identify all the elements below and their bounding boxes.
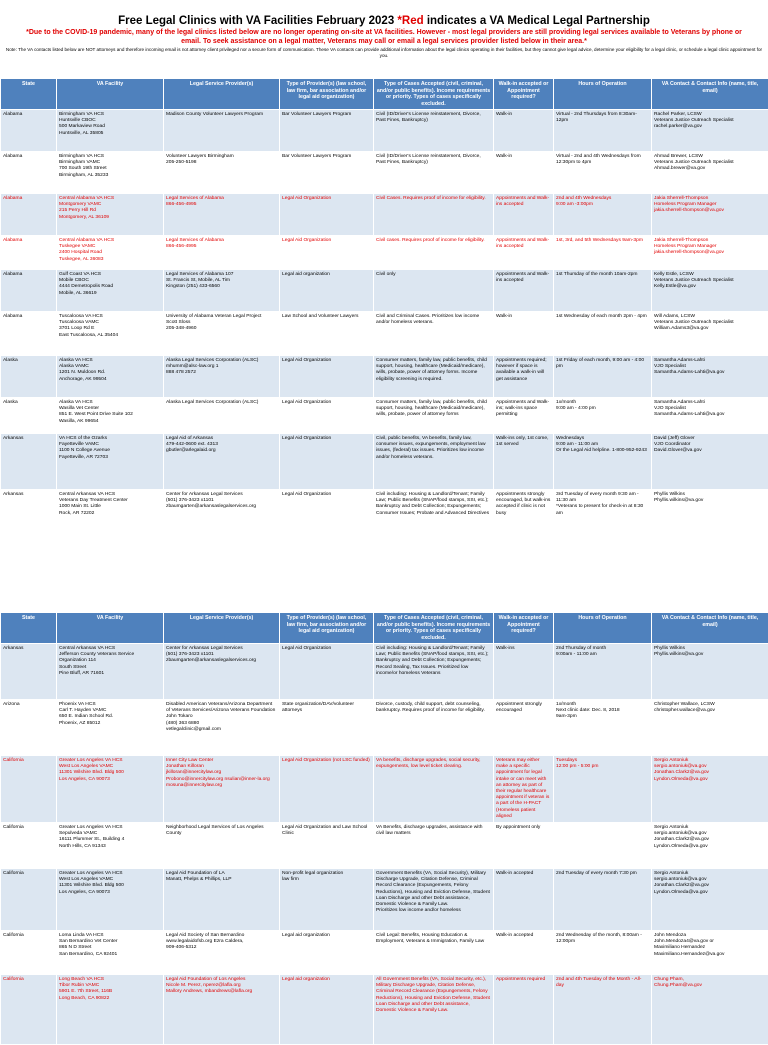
- cell-case-types: Civil Legal: Benefits, Housing Education & Employment, Veterans & Immigration, Family Law: [374, 931, 494, 975]
- cell-state: Alabama: [1, 194, 57, 236]
- cell-state: Alaska: [1, 356, 57, 398]
- cell-legal-provider: Neighborhood Legal Services of Los Angeles County: [164, 823, 280, 869]
- cell-va-facility: Phoenix VA HCS Carl T. Hayden VAMC 650 E. Indian School Rd. Phoenix, AZ 85012: [57, 700, 164, 756]
- title-rest: indicates a VA Medical Legal Partnership: [424, 15, 650, 27]
- cell-state: Arizona: [1, 700, 57, 756]
- cell-va-facility: Long Beach VA HCS Tibor Rubin VAMC 5901 E. 7th Street, 116B Long Beach, CA 90822: [57, 975, 164, 1045]
- cell-case-types: Civil including: Housing & Landlord/Tenant; Family Law; Public Benefits (SNAP/food stamps, SSI, etc.); Bankruptcy and Debt Collection; Expungements; Consumer Issues; Probate and Advanced Directives: [374, 490, 494, 534]
- column-header-case-types: Type of Cases Accepted (civil, criminal, and/or public benefits). Income requirements or priority. Types of cases specifically excluded.: [374, 613, 494, 644]
- column-header-walk-in: Walk-in accepted or Appointment required?: [494, 79, 554, 110]
- table-body: [1, 644, 768, 1045]
- cell-legal-provider: Madison County Volunteer Lawyers Program: [164, 110, 280, 152]
- cell-legal-provider: Legal Services of Alabama 107 St. Francis St, Mobile, AL Tim Kingston (251) 433-6560: [164, 270, 280, 312]
- cell-state: Alabama: [1, 110, 57, 152]
- cell-provider-type: Legal aid organization: [280, 270, 374, 312]
- cell-legal-provider: Center for Arkansas Legal Services (501) 376-3423 x1101 zbaumgarten@arkansaslegalservices.org: [164, 490, 280, 534]
- cell-legal-provider: Center for Arkansas Legal Services (501) 376-3423 x1101 zbaumgarten@arkansaslegalservices.org: [164, 644, 280, 700]
- cell-hours: Tuesdays 12:00 pm - 5:00 pm: [554, 756, 652, 823]
- cell-va-facility: Greater Los Angeles VA HCS West Los Angeles VAMC 11301 Wilshire Blvd. Bldg 500 Los Angeles, CA 90073: [57, 756, 164, 823]
- cell-provider-type: Legal Aid Organization and Law School Clinic: [280, 823, 374, 869]
- cell-provider-type: Legal aid organization: [280, 931, 374, 975]
- cell-walk-in: Appointments strongly encouraged, but walk-ins accepted if clinic is not busy: [494, 490, 554, 534]
- cell-case-types: Civil cases. Requires proof of income for eligibility.: [374, 236, 494, 270]
- cell-state: Alaska: [1, 398, 57, 434]
- cell-case-types: VA benefits, discharge upgrades, social security, expungements, low level ticket clearing.: [374, 756, 494, 823]
- cell-provider-type: Law School and Volunteer Lawyers: [280, 312, 374, 356]
- cell-hours: Virtual - 2nd and 4th Wednesdays from 12:30pm to 4pm: [554, 152, 652, 194]
- cell-va-contact: Jakia Sherrell-Thompson Homeless Program Manager jakia.sherrell-thompson@va.gov: [652, 236, 768, 270]
- cell-walk-in: Appointments and Walk-ins accepted: [494, 236, 554, 270]
- clinics-table-1: [0, 78, 768, 534]
- cell-hours: 3rd Tuesday of every month 9:30 am - 11:30 am *Veterans to present for check-in at 8:30 am: [554, 490, 652, 534]
- column-header-legal-provider: Legal Service Provider(s): [164, 613, 280, 644]
- column-header-va-facility: VA Facility: [57, 79, 164, 110]
- cell-walk-in: Appointments and Walk-ins; walk-ins space permitting: [494, 398, 554, 434]
- cell-state: Arkansas: [1, 434, 57, 490]
- cell-state: Alabama: [1, 152, 57, 194]
- column-header-va-facility: VA Facility: [57, 613, 164, 644]
- cell-hours: 2nd and 4th Tuesday of the Month - All-day: [554, 975, 652, 1045]
- cell-va-contact: Rachel Parker, LCSW Veterans Justice Outreach Specialist rachel.parker@va.gov: [652, 110, 768, 152]
- covid-notice: *Due to the COVID-19 pandemic, many of the legal clinics listed below are no longer operating on-site at VA facilities. However - most legal providers are still providing legal services available to Veterans by phone or email. To seek assistance on a legal matter, Veterans may call or email a legal services provider listed below in their area.*: [20, 29, 748, 46]
- cell-provider-type: Bar Volunteer Lawyers Program: [280, 152, 374, 194]
- cell-provider-type: State organization/DAV/volunteer attorneys: [280, 700, 374, 756]
- cell-hours: Wednesdays 9:00 am - 11:00 am Or the Legal Aid helpline. 1-800-952-9243: [554, 434, 652, 490]
- cell-va-contact: Samantha Adams-Lahti VJO Specialist Samantha.Adams-Lahti@va.gov: [652, 356, 768, 398]
- cell-hours: 1x/month 9:00 am - 4:00 pm: [554, 398, 652, 434]
- cell-walk-in: Walk-in: [494, 152, 554, 194]
- cell-va-contact: Phyllis Wilkins Phyllis.wilkins@va.gov: [652, 644, 768, 700]
- title-red-marker: *Red: [397, 15, 423, 27]
- cell-walk-in: Appointments and Walk-ins accepted: [494, 194, 554, 236]
- cell-va-facility: Central Arkansas VA HCS Veterans Day Treatment Center 1000 Main St. Little Rock, AR 72202: [57, 490, 164, 534]
- cell-walk-in: By appointment only: [494, 823, 554, 869]
- cell-state: California: [1, 869, 57, 931]
- page-2: [0, 610, 768, 1024]
- table-row: [1, 312, 768, 356]
- cell-case-types: Civil (ID/Driver's License reinstatement, Divorce, Past Fines, Bankruptcy): [374, 110, 494, 152]
- table-row: [1, 700, 768, 756]
- cell-va-contact: Kelly Estle, LCSW Veterans Justice Outreach Specialist Kelly.Estle@va.gov: [652, 270, 768, 312]
- cell-walk-in: Walk-in: [494, 312, 554, 356]
- cell-state: Arkansas: [1, 490, 57, 534]
- column-header-state: State: [1, 79, 57, 110]
- cell-legal-provider: Alaska Legal Services Corporation (ALSC) mhumm@alsc-law.org 1 888 478 2572: [164, 356, 280, 398]
- cell-state: California: [1, 931, 57, 975]
- column-header-hours: Hours of Operation: [554, 613, 652, 644]
- cell-va-contact: John Mendoza John.Mendoza4@va.gov or Maximiliano Hernandez Maximiliano.Hernandez@va.gov: [652, 931, 768, 975]
- cell-va-facility: Birmingham VA HCS Huntsville CBOC 500 Markaview Road Huntsville, AL 35805: [57, 110, 164, 152]
- cell-legal-provider: Legal Aid Foundation of Los Angeles Nicole M. Perez, nperez@lafla.org Mallory Andrews, mbandrews@lafla.org: [164, 975, 280, 1045]
- cell-legal-provider: Volunteer Lawyers Birmingham 205-250-5198: [164, 152, 280, 194]
- cell-va-facility: Central Arkansas VA HCS Jefferson County Veterans Service Organization 114 South Street Pine Bluff, AR 71601: [57, 644, 164, 700]
- cell-hours: 1st Friday of each month, 9:00 am - 4:00 pm: [554, 356, 652, 398]
- column-header-provider-type: Type of Provider(s) (law school, law firm, bar association and/or legal aid organization): [280, 613, 374, 644]
- cell-legal-provider: Disabled American Veterans/Arizona Department of Veterans Services/Arizona Veterans Foundation John Tokaro (480) 363 6880 vetlegalclinic@gmail.com: [164, 700, 280, 756]
- cell-hours: 2nd Wednesday of the month, 8:00am - 12:00pm: [554, 931, 652, 975]
- table-row: [1, 490, 768, 534]
- cell-hours: Virtual - 2nd Thursdays from 8:30am-12pm: [554, 110, 652, 152]
- cell-hours: 1x/month Next clinic date: Dec. 8, 2018 9am-3pm: [554, 700, 652, 756]
- table-row: [1, 434, 768, 490]
- table-row: [1, 398, 768, 434]
- cell-legal-provider: Legal Aid Foundation of LA Manatt, Phelps & Phillips, LLP: [164, 869, 280, 931]
- table-body: [1, 110, 768, 534]
- cell-legal-provider: Legal Aid Society of San Bernardino www.legalaidofsb.org Ezra Caldera, 909-406-5312: [164, 931, 280, 975]
- table-row: [1, 194, 768, 236]
- disclaimer-note: Note: The VA contacts listed below are NOT attorneys and therefore incoming email is not attorney client privileged nor a secure form of communication. These VA contacts can provide additional information about the legal clinics operating in their facilities, but they cannot give legal advice, determine your eligibility for a legal clinic, or schedule a legal clinic appointment for you.: [4, 47, 764, 59]
- cell-provider-type: Bar Volunteer Lawyers Program: [280, 110, 374, 152]
- cell-legal-provider: Legal Services of Alabama 866-456-4995: [164, 236, 280, 270]
- cell-va-contact: Ahmad Brewer, LCSW Veterans Justice Outreach Specialist Ahmad.brewer@va.gov: [652, 152, 768, 194]
- table-row: [1, 356, 768, 398]
- cell-walk-in: Appointments required: [494, 975, 554, 1045]
- cell-va-contact: Christopher Wallace, LCSW christopher.wallace@va.gov: [652, 700, 768, 756]
- cell-va-contact: Jakia Sherrell-Thompson Homeless Program Manager jakia.sherrell-thompson@va.gov: [652, 194, 768, 236]
- cell-va-facility: Gulf Coast VA HCS Mobile CBOC 4444 Demetropolis Road Mobile, AL 36619: [57, 270, 164, 312]
- cell-hours: 2nd and 4th Wednesdays 9:00 am -3:00pm: [554, 194, 652, 236]
- cell-provider-type: Legal aid organization: [280, 975, 374, 1045]
- table-header-row: [1, 79, 768, 110]
- cell-provider-type: Legal Aid Organization: [280, 490, 374, 534]
- cell-legal-provider: Inner City Law Center Jonathan Killoran jkilloran@innercitylaw.org Probono@innercitylaw.org nsulian@inner-la.org mosuna@innercitylaw.org: [164, 756, 280, 823]
- cell-va-facility: Greater Los Angeles VA HCS Sepulveda VAMC 16111 Plummer St., Building 4 North Hills, CA 91343: [57, 823, 164, 869]
- cell-state: Alabama: [1, 270, 57, 312]
- cell-walk-in: Walk-in: [494, 110, 554, 152]
- cell-legal-provider: University of Alabama Veteran Legal Project Scott Sloss 205-348-4960: [164, 312, 280, 356]
- table-row: [1, 975, 768, 1045]
- table-row: [1, 823, 768, 869]
- cell-case-types: Consumer matters, family law, public benefits, child support, housing, healthcare (Medicaid/medicare), wills, probate, power of attorney forms: [374, 398, 494, 434]
- cell-state: California: [1, 823, 57, 869]
- cell-walk-in: Walk-in accepted: [494, 869, 554, 931]
- cell-va-facility: Alaska VA HCS Wasilla Vet Center 851 E. West Point Drive Suite 102 Wasilla, AK 99654: [57, 398, 164, 434]
- cell-va-contact: Sergio Antoniuk sergio.antoniuk@va.gov Jonathan.Clark2@va.gov Lyndon.Olmeda@va.gov: [652, 869, 768, 931]
- title-main: Free Legal Clinics with VA Facilities February 2023: [118, 15, 394, 27]
- cell-va-facility: Loma Linda VA HCS San Bernardino Vet Center 865 N D Street San Bernardino, CA 92401: [57, 931, 164, 975]
- cell-va-facility: Central Alabama VA HCS Montgomery VAMC 215 Perry Hill Rd Montgomery, AL 36109: [57, 194, 164, 236]
- cell-va-contact: Will Adams, LCSW Veterans Justice Outreach Specialist William.Adams3@va.gov: [652, 312, 768, 356]
- cell-hours: 1st, 3rd, and 5th Wednesdays 9am-3pm: [554, 236, 652, 270]
- cell-va-facility: Greater Los Angeles VA HCS West Los Angeles VAMC 11301 Wilshire Blvd. Bldg 500 Los Angeles, CA 90073: [57, 869, 164, 931]
- column-header-legal-provider: Legal Service Provider(s): [164, 79, 280, 110]
- cell-walk-in: Appointments and Walk-ins accepted: [494, 270, 554, 312]
- column-header-case-types: Type of Cases Accepted (civil, criminal, and/or public benefits). Income requirements or priority. Types of cases specifically excluded.: [374, 79, 494, 110]
- cell-hours: [554, 823, 652, 869]
- cell-va-contact: David (Jeff) Glover VJO Coordinator David.Glover@va.gov: [652, 434, 768, 490]
- cell-walk-in: Veterans may either make a specific appointment for legal intake or can meet with an attorney as part of their regular healthcare appointment if veteran is a part of the H-PACT (Homeless patient aligned: [494, 756, 554, 823]
- cell-state: Arkansas: [1, 644, 57, 700]
- table-row: [1, 270, 768, 312]
- table-header-row: [1, 613, 768, 644]
- cell-case-types: Divorce, custody, child support, debt counseling, bankruptcy. Requires proof of income for eligibility.: [374, 700, 494, 756]
- table-row: [1, 152, 768, 194]
- cell-va-facility: Birmingham VA HCS Birmingham VAMC 700 South 19th Street Birmingham, AL 35233: [57, 152, 164, 194]
- cell-case-types: Civil Cases. Requires proof of income for eligibility.: [374, 194, 494, 236]
- cell-case-types: Civil and Criminal Cases. Prioritizes low income and/or homeless veterans.: [374, 312, 494, 356]
- column-header-walk-in: Walk-in accepted or Appointment required?: [494, 613, 554, 644]
- cell-state: Alabama: [1, 312, 57, 356]
- document-title: [0, 15, 768, 27]
- table-row: [1, 236, 768, 270]
- cell-provider-type: Legal Aid Organization: [280, 194, 374, 236]
- cell-va-facility: Central Alabama VA HCS Tuskegee VAMC 2400 Hospital Road Tuskegee, AL 36083: [57, 236, 164, 270]
- table-row: [1, 756, 768, 823]
- cell-va-contact: Sergio Antoniuk sergio.antoniuk@va.gov Jonathan.Clark2@va.gov Lyndon.Olmeda@va.gov: [652, 823, 768, 869]
- cell-walk-in: Appointment strongly encouraged: [494, 700, 554, 756]
- cell-case-types: VA Benefits, discharge upgrades, assistance with civil law matters: [374, 823, 494, 869]
- cell-state: California: [1, 975, 57, 1045]
- cell-va-facility: VA HCS of the Ozarks Fayetteville VAMC 1100 N College Avenue Fayetteville, AR 72703: [57, 434, 164, 490]
- cell-va-facility: Tuscaloosa VA HCS Tuscaloosa VAMC 3701 Loop Rd E East Tuscaloosa, AL 35404: [57, 312, 164, 356]
- column-header-hours: Hours of Operation: [554, 79, 652, 110]
- cell-provider-type: Non-profit legal organization law firm: [280, 869, 374, 931]
- cell-case-types: Consumer matters, family law, public benefits, child support, housing, healthcare (Medicaid/medicare), wills, probate, power of attorney forms. Income eligibility screening is required.: [374, 356, 494, 398]
- cell-va-facility: Alaska VA HCS Alaska VAMC 1201 N. Muldoon Rd. Anchorage, AK 99504: [57, 356, 164, 398]
- cell-provider-type: Legal Aid Organization: [280, 236, 374, 270]
- cell-legal-provider: Alaska Legal Services Corporation (ALSC): [164, 398, 280, 434]
- cell-va-contact: Sergio Antoniuk sergio.antoniuk@va.gov Jonathan.Clark2@va.gov Lyndon.Olmeda@va.gov: [652, 756, 768, 823]
- cell-state: Alabama: [1, 236, 57, 270]
- cell-walk-in: Walk-in accepted: [494, 931, 554, 975]
- cell-case-types: All Government Benefits (VA, Social Security, etc.), Military Discharge Upgrade, Citation Defense, Criminal Record Clearance (Expungements, Felony Reductions), Housing and Eviction Defense, Student Loan Discharge and other Debt assistance, Domestic Violence & Family Law.: [374, 975, 494, 1045]
- cell-state: California: [1, 756, 57, 823]
- column-header-va-contact: VA Contact & Contact Info (name, title, email): [652, 613, 768, 644]
- cell-provider-type: Legal Aid Organization (not LSC funded): [280, 756, 374, 823]
- cell-provider-type: Legal Aid Organization: [280, 398, 374, 434]
- cell-legal-provider: Legal Services of Alabama 866-456-4995: [164, 194, 280, 236]
- cell-walk-in: Appointments required; however if space is available a walk-in will get assistance: [494, 356, 554, 398]
- cell-va-contact: Samantha Adams-Lahti VJO Specialist Samantha.Adams-Lahti@va.gov: [652, 398, 768, 434]
- cell-hours: 1st Thursday of the month 10am-2pm: [554, 270, 652, 312]
- cell-hours: 1st Wednesday of each month 2pm - 4pm: [554, 312, 652, 356]
- cell-case-types: Civil only: [374, 270, 494, 312]
- cell-provider-type: Legal Aid Organization: [280, 356, 374, 398]
- cell-case-types: Government Benefits (VA, Social Security), Military Discharge Upgrade, Citation Defense, Criminal Record Clearance (Expungements, Felony Reductions), Housing and Eviction Defense, Student Loan Discharge and other Debt assistance, Domestic Violence & Family Law. Prioritizes low income and/or homeless: [374, 869, 494, 931]
- cell-va-contact: Phyllis Wilkins Phyllis.wilkins@va.gov: [652, 490, 768, 534]
- cell-hours: 2nd Thursday of month 9:00am - 11:00 am: [554, 644, 652, 700]
- table-row: [1, 869, 768, 931]
- table-row: [1, 931, 768, 975]
- column-header-va-contact: VA Contact & Contact Info (name, title, email): [652, 79, 768, 110]
- cell-provider-type: Legal Aid Organization: [280, 434, 374, 490]
- clinics-table-2: [0, 612, 768, 1045]
- cell-va-contact: Chung Pham, Chung.Pham@va.gov: [652, 975, 768, 1045]
- cell-walk-in: Walk-ins: [494, 644, 554, 700]
- cell-case-types: Civil, public benefits, VA benefits, family law, consumer issues, expungements, employment law issues, (federal) tax issues. Prioritizes low income and/or homeless veterans.: [374, 434, 494, 490]
- table-row: [1, 110, 768, 152]
- table-row: [1, 644, 768, 700]
- cell-provider-type: Legal Aid Organization: [280, 644, 374, 700]
- cell-walk-in: Walk-ins only, 1st come, 1st served: [494, 434, 554, 490]
- column-header-state: State: [1, 613, 57, 644]
- cell-case-types: Civil including: Housing & Landlord/Tenant; Family Law; Public Benefits (SNAP/food stamps, SSI, etc.); Bankruptcy and Debt Collection; Expungements; Record Sealing, Tax Issues. Prioritized low income/or homeless Veterans: [374, 644, 494, 700]
- cell-legal-provider: Legal Aid of Arkansas 479-442-0600 ext. 4313 gbutler@arlegalaid.org: [164, 434, 280, 490]
- cell-hours: 2nd Tuesday of every month 7:30 pm: [554, 869, 652, 931]
- cell-case-types: Civil (ID/Driver's License reinstatement, Divorce, Past Fines, Bankruptcy): [374, 152, 494, 194]
- column-header-provider-type: Type of Provider(s) (law school, law firm, bar association and/or legal aid organization): [280, 79, 374, 110]
